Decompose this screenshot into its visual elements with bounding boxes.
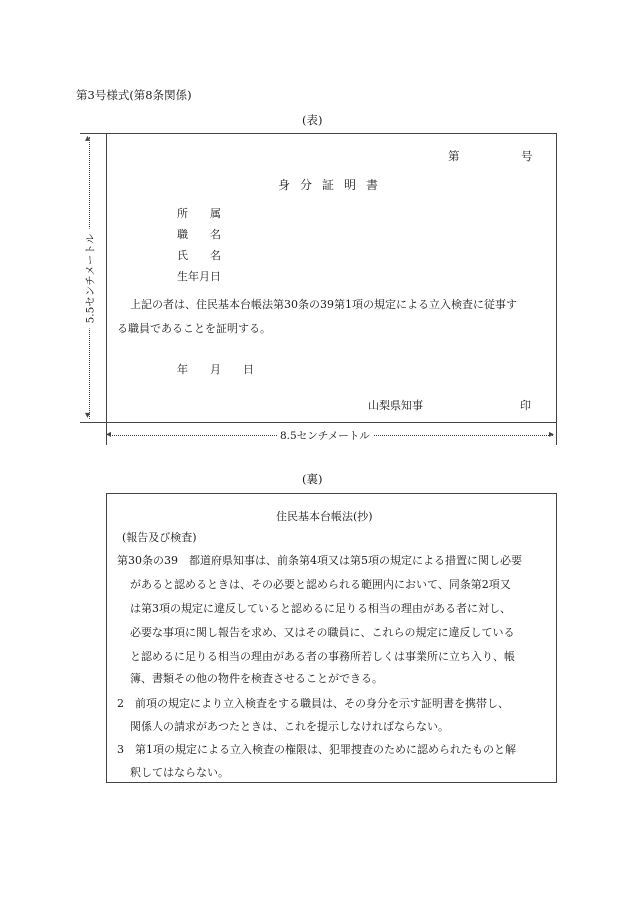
width-label: 8.5センチメートル <box>277 428 373 443</box>
article-line: 第30条の39 都道府県知事は、前条第4項又は第5項の規定による措置に関し必要 <box>117 554 522 567</box>
number-suffix: 号 <box>521 149 533 163</box>
height-arrow-down-icon: ▾ <box>85 410 91 421</box>
law-title: 住民基本台帳法(抄) <box>276 510 373 523</box>
issuer: 山梨県知事 <box>368 399 423 412</box>
field-name: 氏 名 <box>177 249 221 262</box>
article-line: と認めるに足りる相当の理由がある者の事務所若しくは事業所に立ち入り、帳 <box>130 650 515 663</box>
front-label: (表) <box>302 113 323 127</box>
height-label: 5.5センチメートル <box>83 229 98 329</box>
width-arrow-left-icon: ◂ <box>106 429 112 440</box>
field-position: 職 名 <box>177 228 221 241</box>
card-title: 身分証明書 <box>278 178 389 192</box>
form-title: 第3号様式(第8条関係) <box>76 88 192 102</box>
article-line: 必要な事項に関し報告を求め、又はその職員に、これらの規定に違反している <box>130 626 515 639</box>
paragraph-line: 関係人の請求があつたときは、これを提示しなければならない。 <box>130 720 449 733</box>
statement-line-2: る職員であることを証明する。 <box>117 322 271 335</box>
paragraph-line: 釈してはならない。 <box>130 766 229 779</box>
height-ext-top <box>80 133 106 134</box>
number-prefix: 第 <box>448 149 460 163</box>
date-line: 年 月 日 <box>177 363 254 376</box>
section-heading: (報告及び検査) <box>122 531 197 544</box>
field-affiliation: 所 属 <box>177 207 221 220</box>
article-line: があると認めるときは、その必要と認められる範囲内において、同条第2項又 <box>130 578 511 591</box>
statement-line-1: 上記の者は、住民基本台帳法第30条の39第1項の規定による立入検査に従事す <box>130 298 517 311</box>
article-line: は第3項の規定に違反していると認めるに足りる相当の理由がある者に対し、 <box>130 602 511 615</box>
height-ext-bottom <box>80 422 106 423</box>
back-label: (裏) <box>302 472 323 486</box>
article-line: 簿、書類その他の物件を検査させることができる。 <box>130 672 383 685</box>
field-birthdate: 生年月日 <box>177 270 221 283</box>
width-arrow-right-icon: ▸ <box>549 429 555 440</box>
height-arrow-up-icon: ▴ <box>85 133 91 144</box>
width-ext-right <box>556 423 557 445</box>
seal: 印 <box>520 399 531 412</box>
paragraph-line: 2 前項の規定により立入検査をする職員は、その身分を示す証明書を携帯し、 <box>117 697 509 710</box>
paragraph-line: 3 第1項の規定による立入検査の権限は、犯罪捜査のために認められたものと解 <box>117 743 516 756</box>
